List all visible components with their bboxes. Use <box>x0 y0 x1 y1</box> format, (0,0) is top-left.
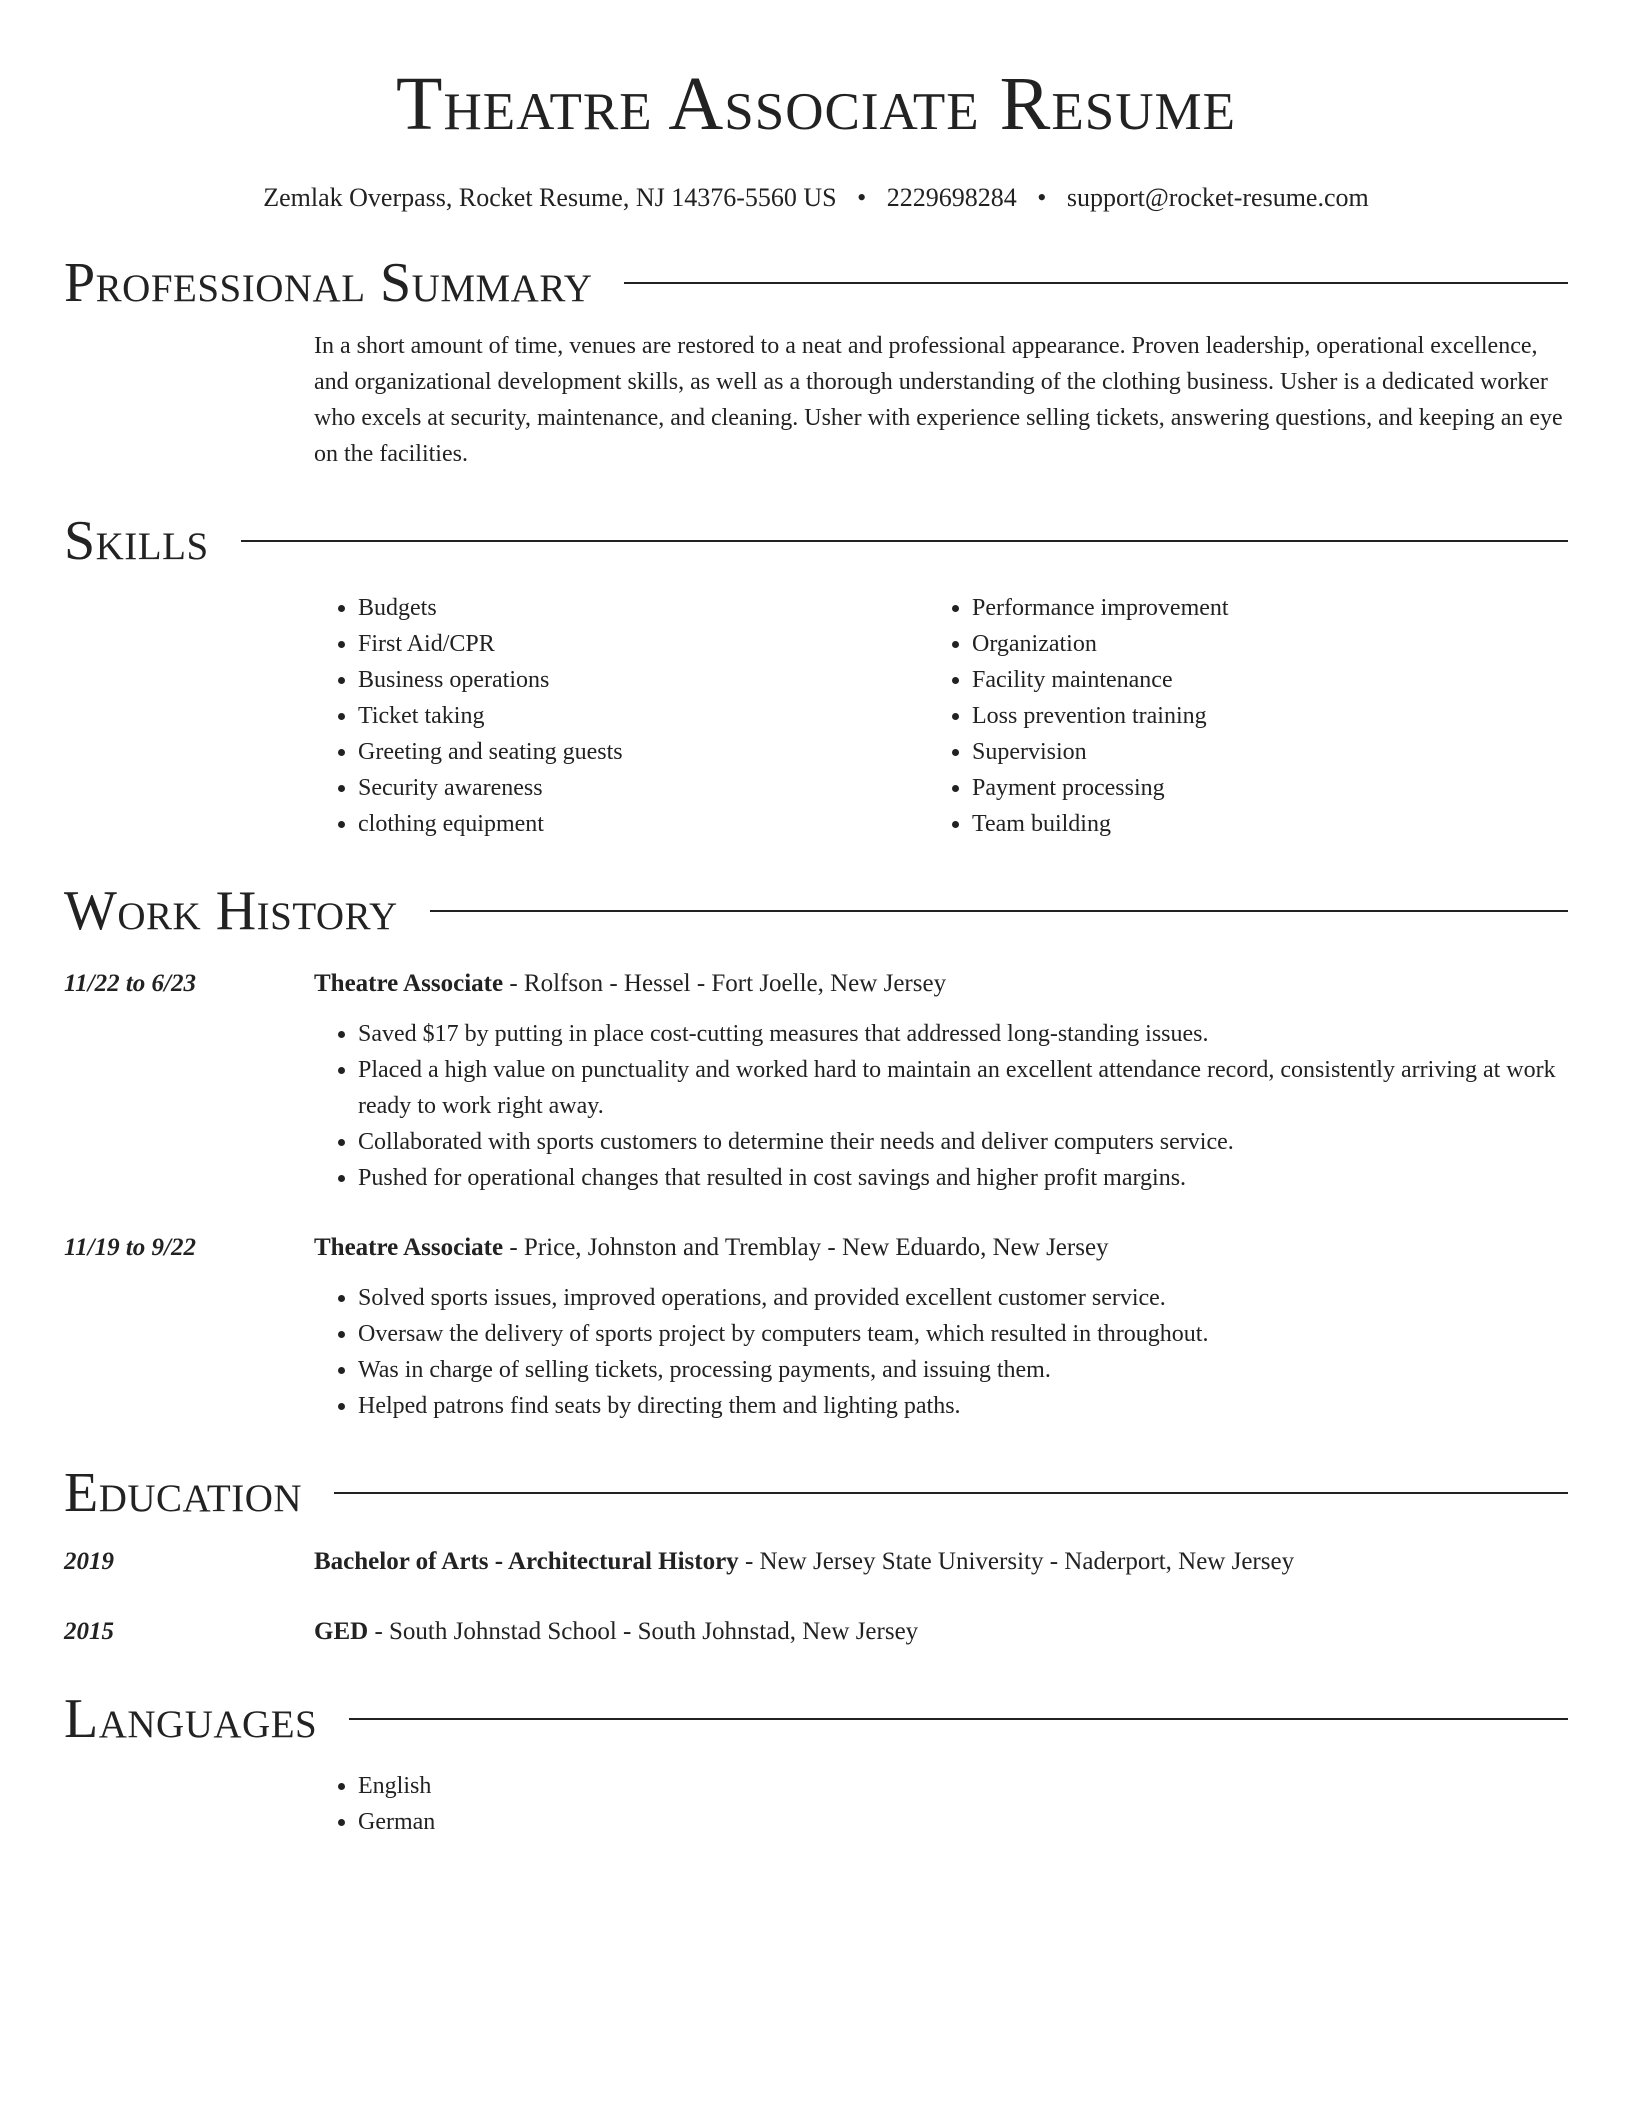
skill-item: • Organization <box>972 626 1542 662</box>
skill-item: • Facility maintenance <box>972 662 1542 698</box>
skills-section <box>314 590 1568 842</box>
education-entry <box>64 1544 1568 1580</box>
job-duty: • Was in charge of selling tickets, processing payments, and issuing them. <box>358 1352 1568 1388</box>
resume-title: Theatre Associate Resume <box>396 62 1236 146</box>
skill-item: • Business operations <box>358 662 928 698</box>
section-divider <box>349 1718 1568 1720</box>
section-divider <box>430 910 1568 912</box>
education-year: 2015 <box>64 1618 114 1645</box>
skill-item: • Greeting and seating guests <box>358 734 928 770</box>
email: support@rocket-resume.com <box>1066 183 1369 212</box>
job-duty: • Placed a high value on punctuality and worked hard to maintain an excellent attendance record, consistently arriving at work ready to work right away. <box>358 1052 1568 1124</box>
skill-item: • Budgets <box>358 590 928 626</box>
skill-item: • Payment processing <box>972 770 1542 806</box>
job-body <box>314 1230 1568 1424</box>
job-dates: 11/19 to 9/22 <box>64 1234 196 1261</box>
skill-item: • Security awareness <box>358 770 928 806</box>
section-title-languages: Languages <box>64 1688 318 1750</box>
job-duties <box>314 1280 1568 1424</box>
skill-item: • clothing equipment <box>358 806 928 842</box>
section-divider <box>624 282 1568 284</box>
job-duty: • Collaborated with sports customers to determine their needs and deliver computers service. <box>358 1124 1568 1160</box>
section-title-education: Education <box>64 1462 303 1524</box>
job-employer-location: - Rolfson - Hessel - Fort Joelle, New Jersey <box>503 970 947 997</box>
job-duty: • Solved sports issues, improved operations, and provided excellent customer service. <box>358 1280 1568 1316</box>
skills-list-right <box>928 590 1542 842</box>
language-item: • English <box>358 1768 1568 1804</box>
job-title: Theatre Associate <box>314 1234 504 1261</box>
section-divider <box>334 1492 1568 1494</box>
job-title: Theatre Associate <box>314 970 504 997</box>
degree: GED <box>314 1618 369 1645</box>
skill-item: • Team building <box>972 806 1542 842</box>
job-entry <box>64 1230 1568 1424</box>
skills-section-header <box>64 508 1568 574</box>
job-headline <box>314 1230 1568 1266</box>
contact-line <box>64 182 1568 214</box>
summary-section <box>314 328 1568 472</box>
separator-dot: • <box>857 183 867 212</box>
job-duty: • Oversaw the delivery of sports project by computers team, which resulted in throughout. <box>358 1316 1568 1352</box>
education-body <box>314 1614 1568 1650</box>
skill-item: • Loss prevention training <box>972 698 1542 734</box>
job-duties <box>314 1016 1568 1196</box>
address: Zemlak Overpass, Rocket Resume, NJ 14376-5560 US <box>263 183 837 212</box>
section-title-work-history: Work History <box>64 880 398 942</box>
job-employer-location: - Price, Johnston and Tremblay - New Eduardo, New Jersey <box>503 1234 1109 1261</box>
job-duty: • Pushed for operational changes that resulted in cost savings and higher profit margins. <box>358 1160 1568 1196</box>
languages-list <box>314 1768 1568 1840</box>
education-year: 2019 <box>64 1548 114 1575</box>
degree: Bachelor of Arts - Architectural History <box>314 1548 739 1575</box>
phone: 2229698284 <box>886 183 1017 212</box>
job-dates: 11/22 to 6/23 <box>64 970 196 997</box>
summary-section-header <box>64 250 1568 316</box>
work-section-header <box>64 878 1568 944</box>
education-section <box>64 1544 1568 1650</box>
languages-section-header <box>64 1686 1568 1752</box>
languages-section <box>314 1768 1568 1840</box>
section-divider <box>241 540 1568 542</box>
education-body <box>314 1544 1568 1580</box>
skills-column-right <box>928 590 1542 842</box>
education-entry <box>64 1614 1568 1650</box>
skill-item: • Supervision <box>972 734 1542 770</box>
school-location: - New Jersey State University - Naderport, New Jersey <box>738 1548 1295 1575</box>
job-entry <box>64 966 1568 1196</box>
school-location: - South Johnstad School - South Johnstad, New Jersey <box>368 1618 919 1645</box>
summary-text: In a short amount of time, venues are restored to a neat and professional appearance. Proven leadership, operational excellence, and organizational development skills, as well as a thorough understanding of the clothing business. Usher is a dedicated worker who excels at security, maintenance, and cleaning. Usher with experience selling tickets, answering questions, and keeping an eye on the facilities. <box>314 333 1563 467</box>
section-title-skills: Skills <box>64 510 209 572</box>
job-duty: • Helped patrons find seats by directing them and lighting paths. <box>358 1388 1568 1424</box>
job-headline <box>314 966 1568 1002</box>
job-body <box>314 966 1568 1196</box>
skills-column-left <box>314 590 928 842</box>
skill-item: • Ticket taking <box>358 698 928 734</box>
education-headline <box>314 1544 1568 1580</box>
skills-list-left <box>314 590 928 842</box>
education-section-header <box>64 1460 1568 1526</box>
language-item: • German <box>358 1804 1568 1840</box>
work-history-section <box>64 966 1568 1424</box>
skill-item: • First Aid/CPR <box>358 626 928 662</box>
skill-item: • Performance improvement <box>972 590 1542 626</box>
separator-dot: • <box>1037 183 1047 212</box>
job-duty: • Saved $17 by putting in place cost-cutting measures that addressed long-standing issues. <box>358 1016 1568 1052</box>
education-headline <box>314 1614 1568 1650</box>
section-title-summary: Professional Summary <box>64 252 593 314</box>
